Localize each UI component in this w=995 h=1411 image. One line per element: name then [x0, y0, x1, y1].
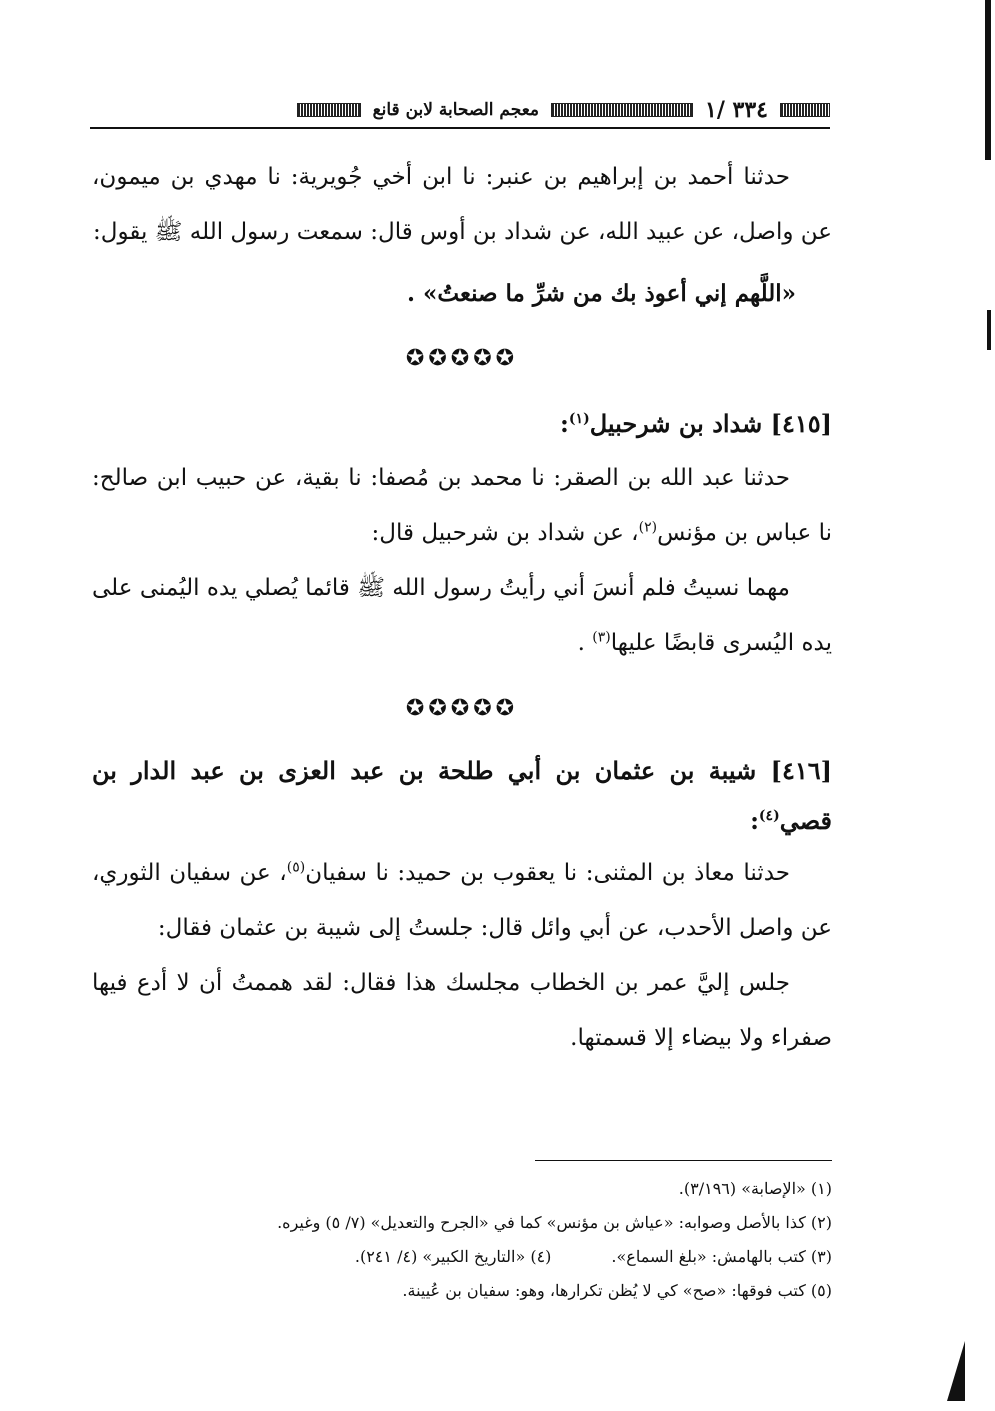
footnote-rule	[535, 1160, 832, 1161]
paragraph-text: مهما نسيتُ فلم أنسَ أني رأيتُ رسول الله ﷺ قائما يُصلي يده اليُمنى على يده اليُسرى قابضًا عليها	[92, 575, 832, 656]
book-title: معجم الصحابة لابن قانع	[372, 100, 540, 120]
footnote-row	[92, 1240, 832, 1274]
entry-colon: :	[750, 806, 759, 835]
footnote-3: (٣) كتب بالهامش: «بلغ السماع».	[611, 1247, 832, 1266]
header-ornament	[297, 103, 361, 117]
entry-title: [٤١٦] شيبة بن عثمان بن أبي طلحة بن عبد العزى بن عبد الدار بن قصي	[92, 756, 832, 835]
scan-corner-mark	[947, 1341, 965, 1401]
footnote-5: (٥) كتب فوقها: «صح» كي لا يُظن تكرارها، وهو: سفيان بن عُيينة.	[402, 1281, 832, 1300]
footnote-ref: (٤)	[758, 808, 780, 824]
footnote-ref: (٢)	[638, 519, 658, 536]
scan-edge-mark	[987, 310, 991, 350]
footnote-ref: (١)	[568, 411, 590, 427]
footnote-ref: (٣)	[592, 629, 611, 646]
entry-heading-416	[92, 746, 832, 846]
entry-colon: :	[560, 409, 569, 438]
paragraph: حدثنا أحمد بن إبراهيم بن عنبر: نا ابن أخي جُويرية: نا مهدي بن ميمون، عن واصل، عن عبيد الله، عن شداد بن أوس قال: سمعت رسول الله ﷺ يقول:	[92, 164, 832, 245]
page-number: ٣٣٤ /١	[705, 97, 768, 123]
main-text	[92, 150, 832, 1066]
hadith-quote: «اللَّهم إني أعوذ بك من شرِّ ما صنعتُ» .	[407, 280, 796, 307]
entry-heading-415	[92, 396, 832, 451]
entry-title: [٤١٥] شداد بن شرحبيل	[589, 409, 832, 438]
footnote-2: (٢) كذا بالأصل وصوابه: «عياش بن مؤنس» كما في «الجرح والتعديل» (٧/ ٥) وغيره.	[277, 1213, 832, 1232]
paragraph	[92, 561, 832, 671]
paragraph-text: حدثنا عبد الله بن الصقر: نا محمد بن مُصفا: نا بقية، عن حبيب ابن صالح: نا عباس بن مؤنس	[92, 465, 832, 546]
paragraph	[92, 451, 832, 561]
paragraph-text: .	[577, 630, 593, 656]
paragraph	[92, 846, 832, 956]
footnotes	[92, 1172, 832, 1308]
header-ornament	[551, 103, 693, 117]
footnote-4: (٤) «التاريخ الكبير» (٤/ ٢٤١).	[354, 1247, 552, 1266]
paragraph-text: ، عن شداد بن شرحبيل قال:	[371, 520, 639, 546]
footnote-1: (١) «الإصابة» (٣/١٩٦).	[678, 1179, 832, 1198]
scan-edge-mark	[985, 0, 991, 160]
page-header	[90, 96, 830, 124]
footnote-ref: (٥)	[286, 859, 306, 876]
section-divider: ✪✪✪✪✪	[405, 346, 519, 371]
header-rule	[90, 127, 830, 129]
header-ornament	[780, 103, 830, 117]
section-divider: ✪✪✪✪✪	[405, 696, 519, 721]
paragraph-text: ، عن سفيان الثوري، عن واصل الأحدب، عن أبي وائل قال: جلستُ إلى شيبة بن عثمان فقال:	[92, 860, 832, 941]
paragraph-text: حدثنا معاذ بن المثنى: نا يعقوب بن حميد: نا سفيان	[305, 860, 790, 886]
paragraph: جلس إليَّ عمر بن الخطاب مجلسك هذا فقال: لقد هممتُ أن لا أدع فيها صفراء ولا بيضاء إلا قسمتها.	[92, 970, 832, 1051]
